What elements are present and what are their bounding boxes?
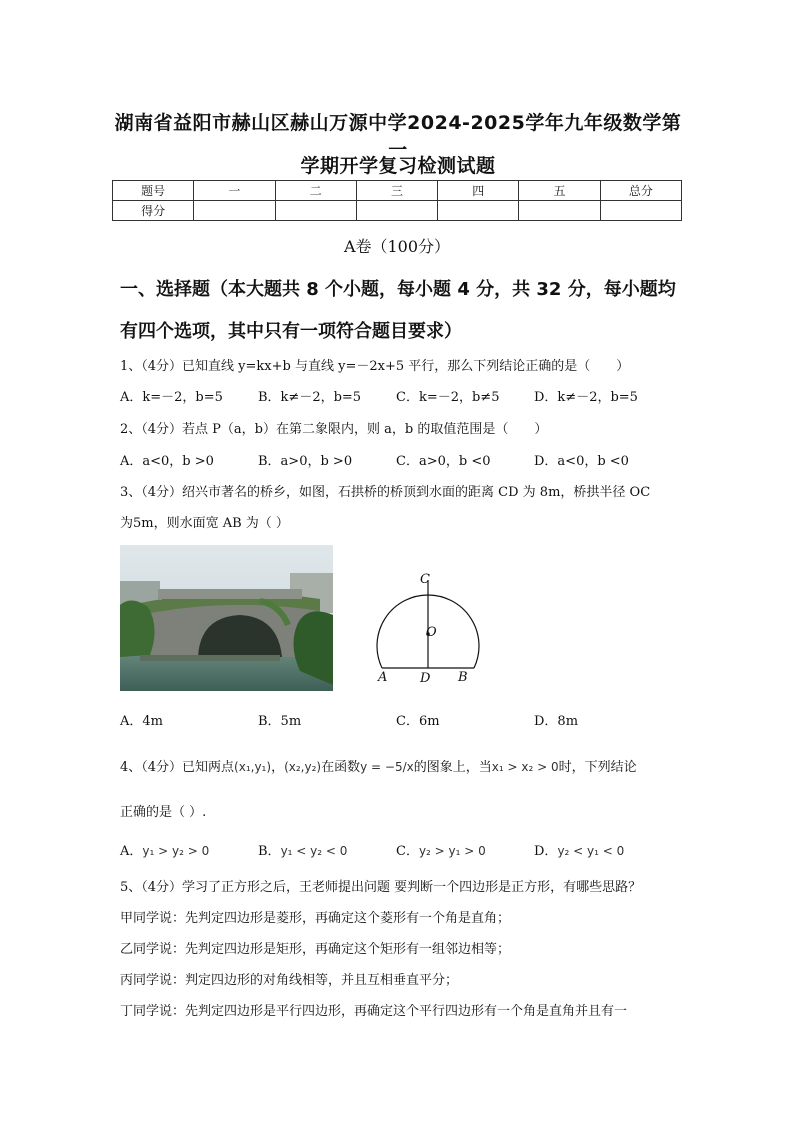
score-table-empty-cell — [438, 201, 519, 221]
question-4-text: 在函数 — [321, 760, 361, 775]
option-math: y₂ < y₁ < 0 — [557, 844, 625, 858]
section-1-heading-line-1: 一、选择题（本大题共 8 个小题，每小题 4 分，共 32 分，每小题均 — [120, 279, 676, 300]
question-5-line: 丁同学说：先判定四边形是平行四边形，再确定这个平行四边形有一个角是直角并且有一 — [120, 1004, 628, 1019]
score-table-cell: 三 — [356, 181, 437, 201]
score-table-cell: 四 — [438, 181, 519, 201]
score-table-empty-cell — [519, 201, 600, 221]
point-1-math: (x₁,y₁) — [234, 760, 272, 774]
question-3-option-d: D．8m — [534, 714, 579, 729]
option-prefix: C． — [396, 844, 419, 859]
question-3-stem-line-2: 为5m，则水面宽 AB 为（ ） — [120, 516, 289, 531]
question-2-option-d: D．a<0，b <0 — [534, 454, 629, 469]
condition-math: x₁ > x₂ > 0 — [491, 760, 559, 774]
score-table-cell: 得分 — [113, 201, 194, 221]
option-prefix: B． — [258, 844, 281, 859]
option-math: y₁ < y₂ < 0 — [280, 844, 348, 858]
question-3-option-b: B．5m — [258, 714, 302, 729]
score-table-empty-cell — [194, 201, 275, 221]
question-4-text: 4、（4分）已知两点 — [120, 760, 235, 775]
exam-title-line-2: 学期开学复习检测试题 — [300, 155, 496, 177]
question-4-option-a — [120, 840, 209, 859]
score-table-cell: 总分 — [600, 181, 681, 201]
question-1-option-c: C．k=－2，b≠5 — [396, 390, 500, 405]
question-3-stem-line-1: 3、（4分）绍兴市著名的桥乡，如图，石拱桥的桥顶到水面的距离 CD 为 8m，桥拱半径 OC — [120, 485, 651, 500]
question-3-option-c: C．6m — [396, 714, 440, 729]
question-3-option-a: A．4m — [120, 714, 163, 729]
score-table — [112, 180, 682, 221]
question-5-line: 丙同学说：判定四边形的对角线相等，并且互相垂直平分； — [120, 973, 459, 988]
score-table-header-row — [113, 181, 682, 201]
question-4-option-d — [534, 840, 624, 859]
score-table-empty-cell — [275, 201, 356, 221]
point-2-math: (x₂,y₂) — [284, 760, 322, 774]
score-table-cell: 二 — [275, 181, 356, 201]
question-4-stem-line-2: 正确的是（ ）. — [120, 805, 207, 820]
section-a-heading: A卷（100分） — [343, 237, 451, 256]
score-table-empty-cell — [356, 201, 437, 221]
question-2-stem: 2、（4分）若点 P（a，b）在第二象限内，则 a，b 的取值范围是（ ） — [120, 422, 548, 437]
option-prefix: D． — [534, 844, 558, 859]
question-5-stem: 5、（4分）学习了正方形之后，王老师提出问题 要判断一个四边形是正方形，有哪些思路？ — [120, 880, 642, 895]
exam-title-line-1: 湖南省益阳市赫山区赫山万源中学2024-2025学年九年级数学第一 — [114, 112, 682, 161]
diagram-label-a: A — [378, 670, 388, 685]
question-1-stem: 1、（4分）已知直线 y=kx+b 与直线 y=－2x+5 平行，那么下列结论正确的是（ ） — [120, 359, 630, 374]
score-table-empty-cell — [600, 201, 681, 221]
section-1-heading-line-2: 有四个选项，其中只有一项符合题目要求） — [120, 321, 462, 342]
question-1-option-d: D．k≠－2，b=5 — [534, 390, 638, 405]
question-2-option-a: A．a<0，b >0 — [120, 454, 214, 469]
option-math: y₁ > y₂ > 0 — [142, 844, 210, 858]
question-4-separator: ， — [271, 760, 285, 775]
stone-bridge-photo — [120, 545, 333, 691]
question-5-line: 乙同学说：先判定四边形是矩形，再确定这个矩形有一组邻边相等； — [120, 942, 511, 957]
diagram-label-b: B — [458, 670, 468, 685]
question-1-option-a: A．k=－2，b=5 — [120, 390, 223, 405]
question-4-option-b — [258, 840, 347, 859]
diagram-label-o: O — [426, 625, 437, 640]
option-prefix: A． — [120, 844, 143, 859]
function-math: y = −5/x — [360, 760, 414, 774]
score-table-score-row — [113, 201, 682, 221]
diagram-label-d: D — [420, 671, 431, 686]
question-1-option-b: B．k≠－2，b=5 — [258, 390, 362, 405]
question-4-text: 时，下列结论 — [558, 760, 637, 775]
question-4-text: 的图象上，当 — [413, 760, 492, 775]
score-table-cell: 题号 — [113, 181, 194, 201]
score-table-cell: 五 — [519, 181, 600, 201]
diagram-label-c: C — [420, 572, 430, 587]
option-math: y₂ > y₁ > 0 — [418, 844, 486, 858]
score-table-cell: 一 — [194, 181, 275, 201]
question-2-option-b: B．a>0，b >0 — [258, 454, 353, 469]
question-2-option-c: C．a>0，b <0 — [396, 454, 491, 469]
question-4-option-c — [396, 840, 486, 859]
question-5-line: 甲同学说：先判定四边形是菱形，再确定这个菱形有一个角是直角； — [120, 911, 511, 926]
question-4-stem-line-1 — [120, 756, 637, 775]
